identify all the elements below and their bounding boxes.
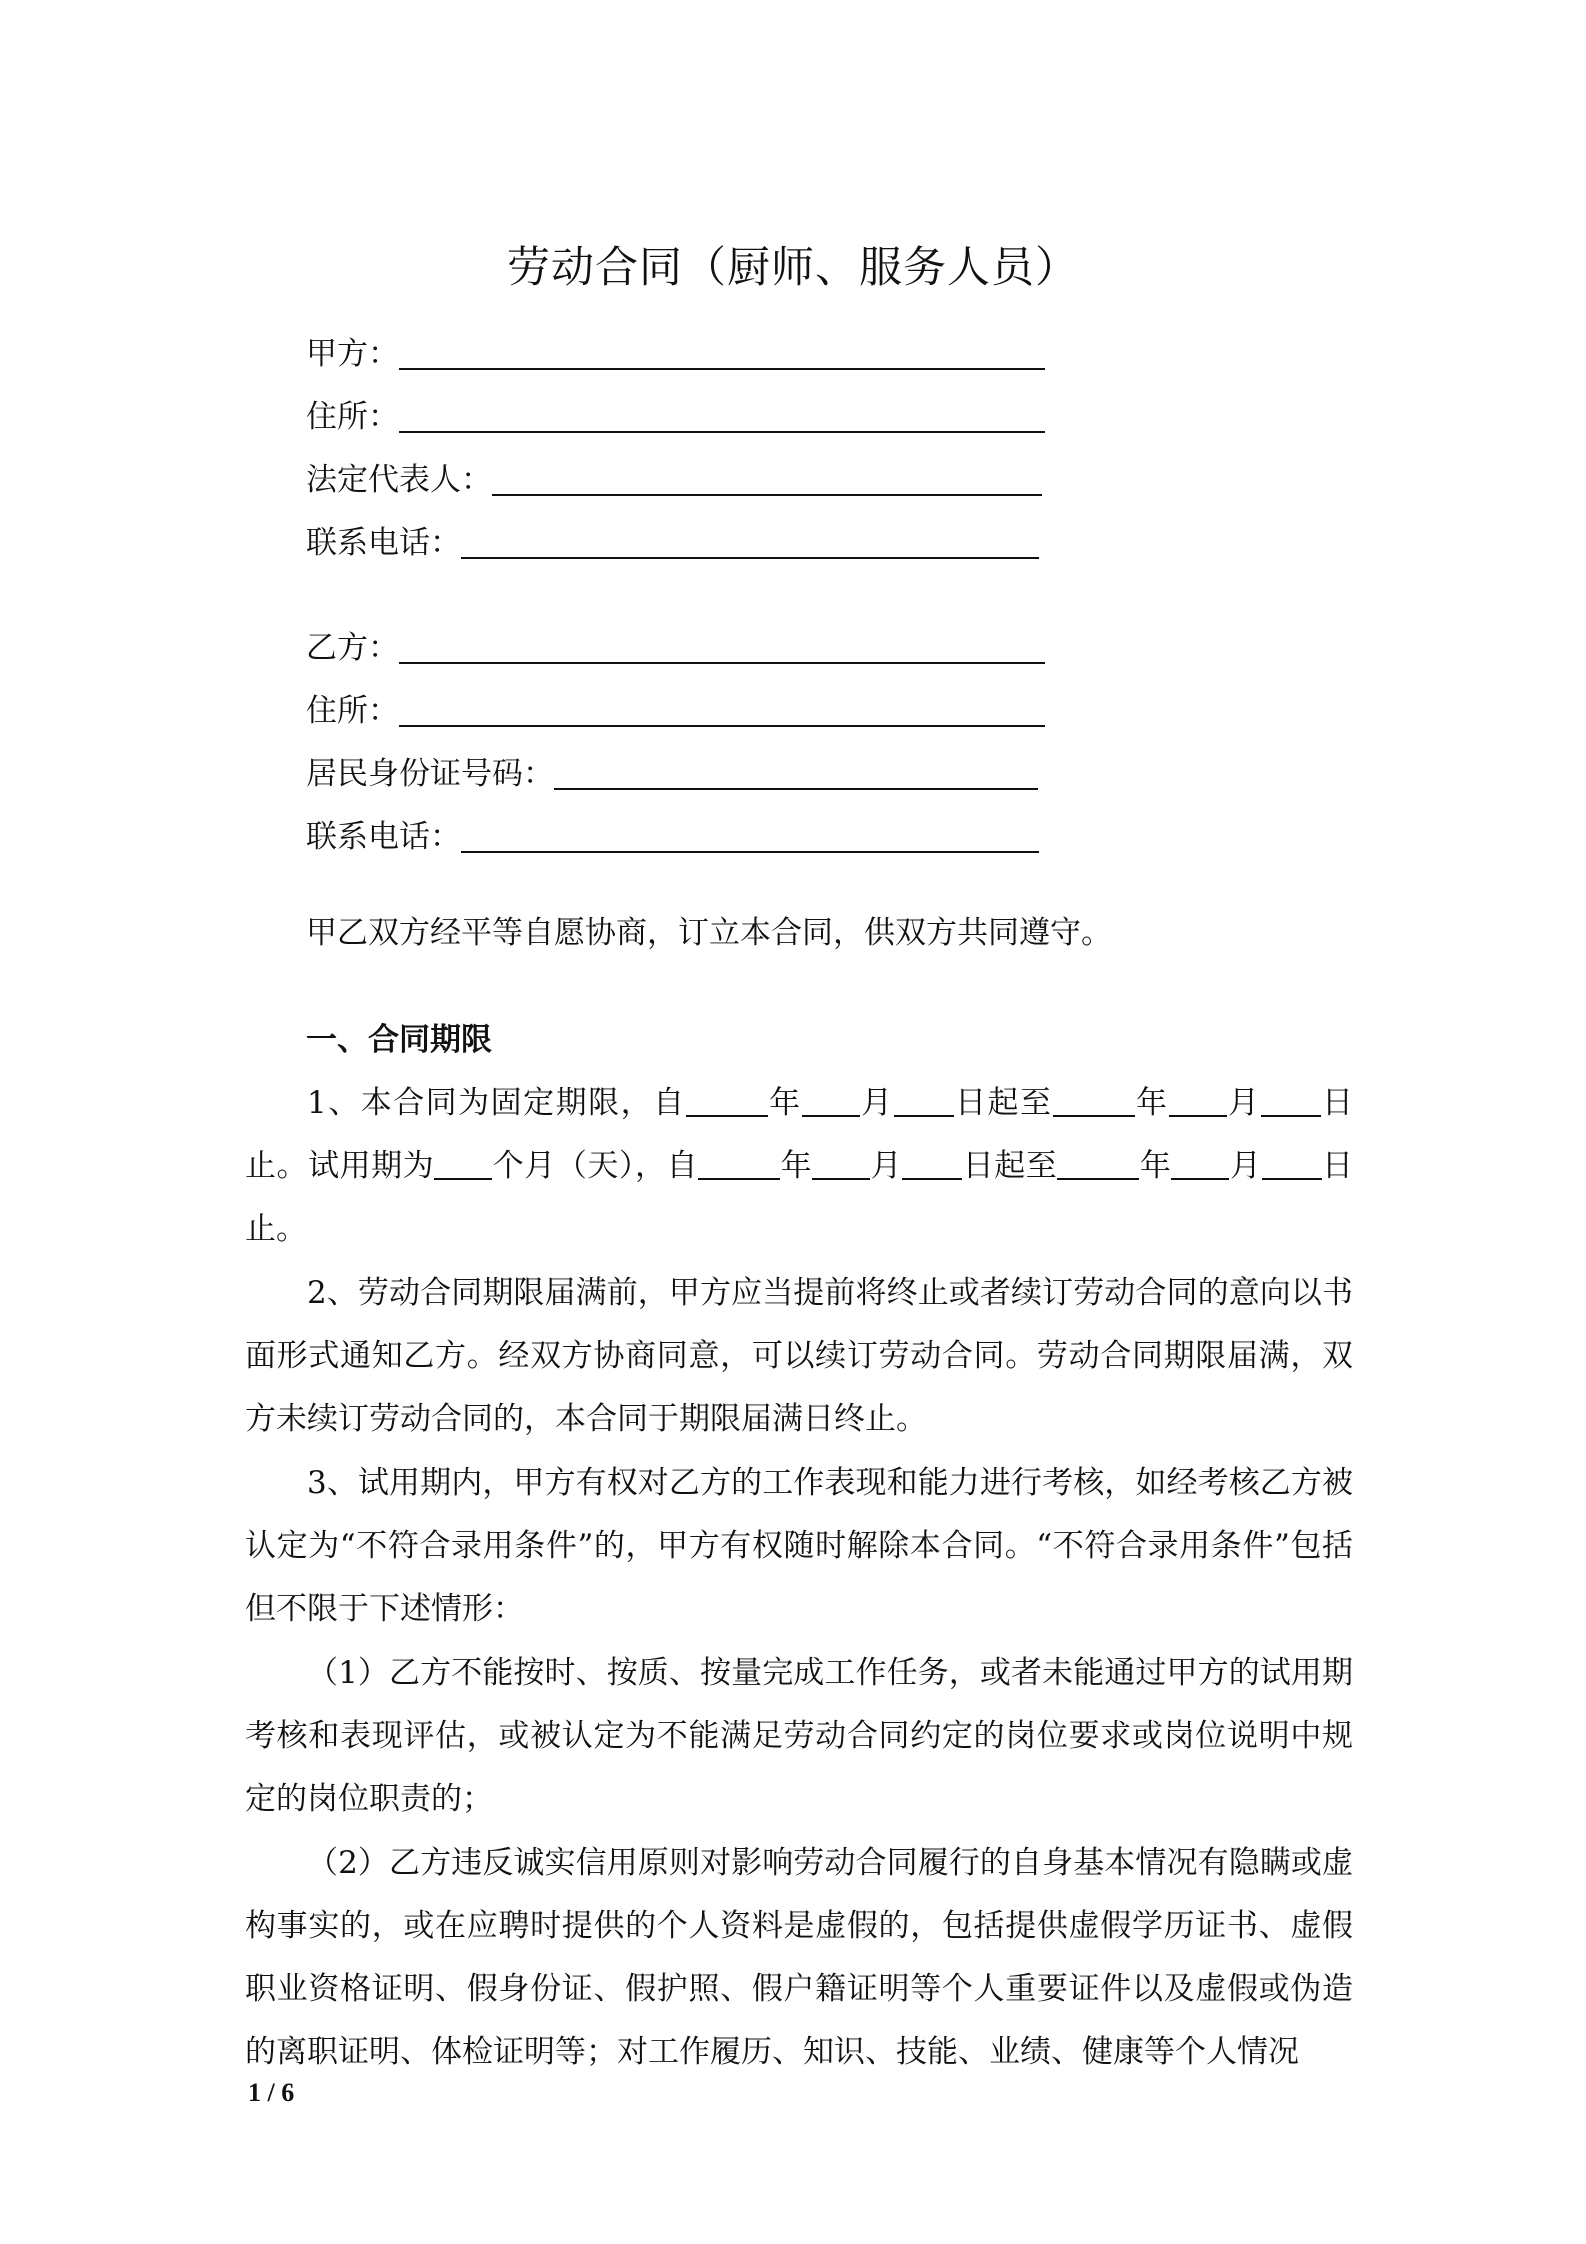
year-label: 年 bbox=[1139, 1148, 1172, 1184]
month-label: 月 bbox=[870, 1148, 903, 1184]
party-b-id-label: 居民身份证号码： bbox=[306, 756, 554, 792]
probation-text: 止。试用期为 bbox=[245, 1148, 435, 1184]
party-a-rep-field bbox=[306, 452, 1042, 502]
probation-end-day-blank[interactable] bbox=[1262, 1146, 1322, 1180]
month-label: 月 bbox=[1226, 1085, 1261, 1121]
party-a-address-blank[interactable] bbox=[399, 395, 1045, 433]
clause-1-text: 1、本合同为固定期限，自 bbox=[307, 1085, 686, 1121]
end-month-blank[interactable] bbox=[1169, 1083, 1227, 1117]
day-from-label: 日起至 bbox=[962, 1148, 1058, 1184]
party-b-name-field bbox=[306, 620, 1045, 670]
month-label: 月 bbox=[859, 1085, 894, 1121]
clause-1-end: 止。 bbox=[245, 1211, 307, 1247]
party-a-phone-label: 联系电话： bbox=[306, 525, 461, 561]
party-b-phone-label: 联系电话： bbox=[306, 819, 461, 855]
clause-3: 3、试用期内，甲方有权对乙方的工作表现和能力进行考核，如经考核乙方被认定为“不符合录用条件”的，甲方有权随时解除本合同。“不符合录用条件”包括但不限于下述情形： bbox=[245, 1465, 1353, 1627]
probation-start-year-blank[interactable] bbox=[698, 1146, 780, 1180]
day-label: 日 bbox=[1321, 1148, 1354, 1184]
party-b-phone-field bbox=[306, 809, 1039, 859]
party-b-id-field bbox=[306, 746, 1038, 796]
probation-end-month-blank[interactable] bbox=[1171, 1146, 1229, 1180]
party-b-address-blank[interactable] bbox=[399, 689, 1045, 727]
day-label: 日 bbox=[1320, 1085, 1354, 1121]
year-label: 年 bbox=[780, 1148, 813, 1184]
day-from-label: 日起至 bbox=[953, 1085, 1053, 1121]
end-day-blank[interactable] bbox=[1261, 1083, 1321, 1117]
start-year-blank[interactable] bbox=[686, 1083, 768, 1117]
party-b-name-label: 乙方： bbox=[306, 630, 399, 666]
party-b-id-blank[interactable] bbox=[554, 752, 1038, 790]
clause-3-item-2: （2）乙方违反诚实信用原则对影响劳动合同履行的自身基本情况有隐瞒或虚构事实的，或在应聘时提供的个人资料是虚假的，包括提供虚假学历证书、虚假职业资格证明、假身份证、假护照、假户籍证明等个人重要证件以及虚假或伪造的离职证明、体检证明等；对工作履历、知识、技能、业绩、健康等个人情况 bbox=[245, 1845, 1353, 2070]
party-a-address-label: 住所： bbox=[306, 399, 399, 435]
year-label: 年 bbox=[1134, 1085, 1169, 1121]
clause-1 bbox=[245, 1072, 1353, 1261]
start-day-blank[interactable] bbox=[894, 1083, 954, 1117]
page-number: 1 / 6 bbox=[248, 2078, 295, 2107]
clause-3-item-1: （1）乙方不能按时、按质、按量完成工作任务，或者未能通过甲方的试用期考核和表现评估，或被认定为不能满足劳动合同约定的岗位要求或岗位说明中规定的岗位职责的； bbox=[245, 1655, 1353, 1817]
end-year-blank[interactable] bbox=[1053, 1083, 1135, 1117]
month-label: 月 bbox=[1229, 1148, 1262, 1184]
section-heading-term: 一、合同期限 bbox=[306, 1022, 492, 1058]
start-month-blank[interactable] bbox=[802, 1083, 860, 1117]
party-a-phone-field bbox=[306, 515, 1039, 565]
party-a-name-blank[interactable] bbox=[399, 332, 1045, 370]
party-a-phone-blank[interactable] bbox=[461, 521, 1039, 559]
party-a-name-field bbox=[306, 326, 1045, 376]
clause-2: 2、劳动合同期限届满前，甲方应当提前将终止或者续订劳动合同的意向以书面形式通知乙方。经双方协商同意，可以续订劳动合同。劳动合同期限届满，双方未续订劳动合同的，本合同于期限届满日终止。 bbox=[245, 1275, 1353, 1437]
party-a-address-field bbox=[306, 389, 1045, 439]
party-a-rep-label: 法定代表人： bbox=[306, 462, 492, 498]
intro-text: 甲乙双方经平等自愿协商，订立本合同，供双方共同遵守。 bbox=[306, 915, 1112, 951]
probation-period-blank[interactable] bbox=[434, 1146, 492, 1180]
year-label: 年 bbox=[767, 1085, 802, 1121]
probation-unit-label: 个月（天），自 bbox=[492, 1148, 699, 1184]
probation-start-month-blank[interactable] bbox=[812, 1146, 870, 1180]
party-a-name-label: 甲方： bbox=[306, 336, 399, 372]
party-b-phone-blank[interactable] bbox=[461, 815, 1039, 853]
party-b-address-field bbox=[306, 683, 1045, 733]
party-b-address-label: 住所： bbox=[306, 693, 399, 729]
party-a-rep-blank[interactable] bbox=[492, 458, 1042, 496]
probation-end-year-blank[interactable] bbox=[1057, 1146, 1139, 1180]
party-b-name-blank[interactable] bbox=[399, 626, 1045, 664]
contract-title: 劳动合同（厨师、服务人员） bbox=[507, 243, 1079, 293]
probation-start-day-blank[interactable] bbox=[902, 1146, 962, 1180]
